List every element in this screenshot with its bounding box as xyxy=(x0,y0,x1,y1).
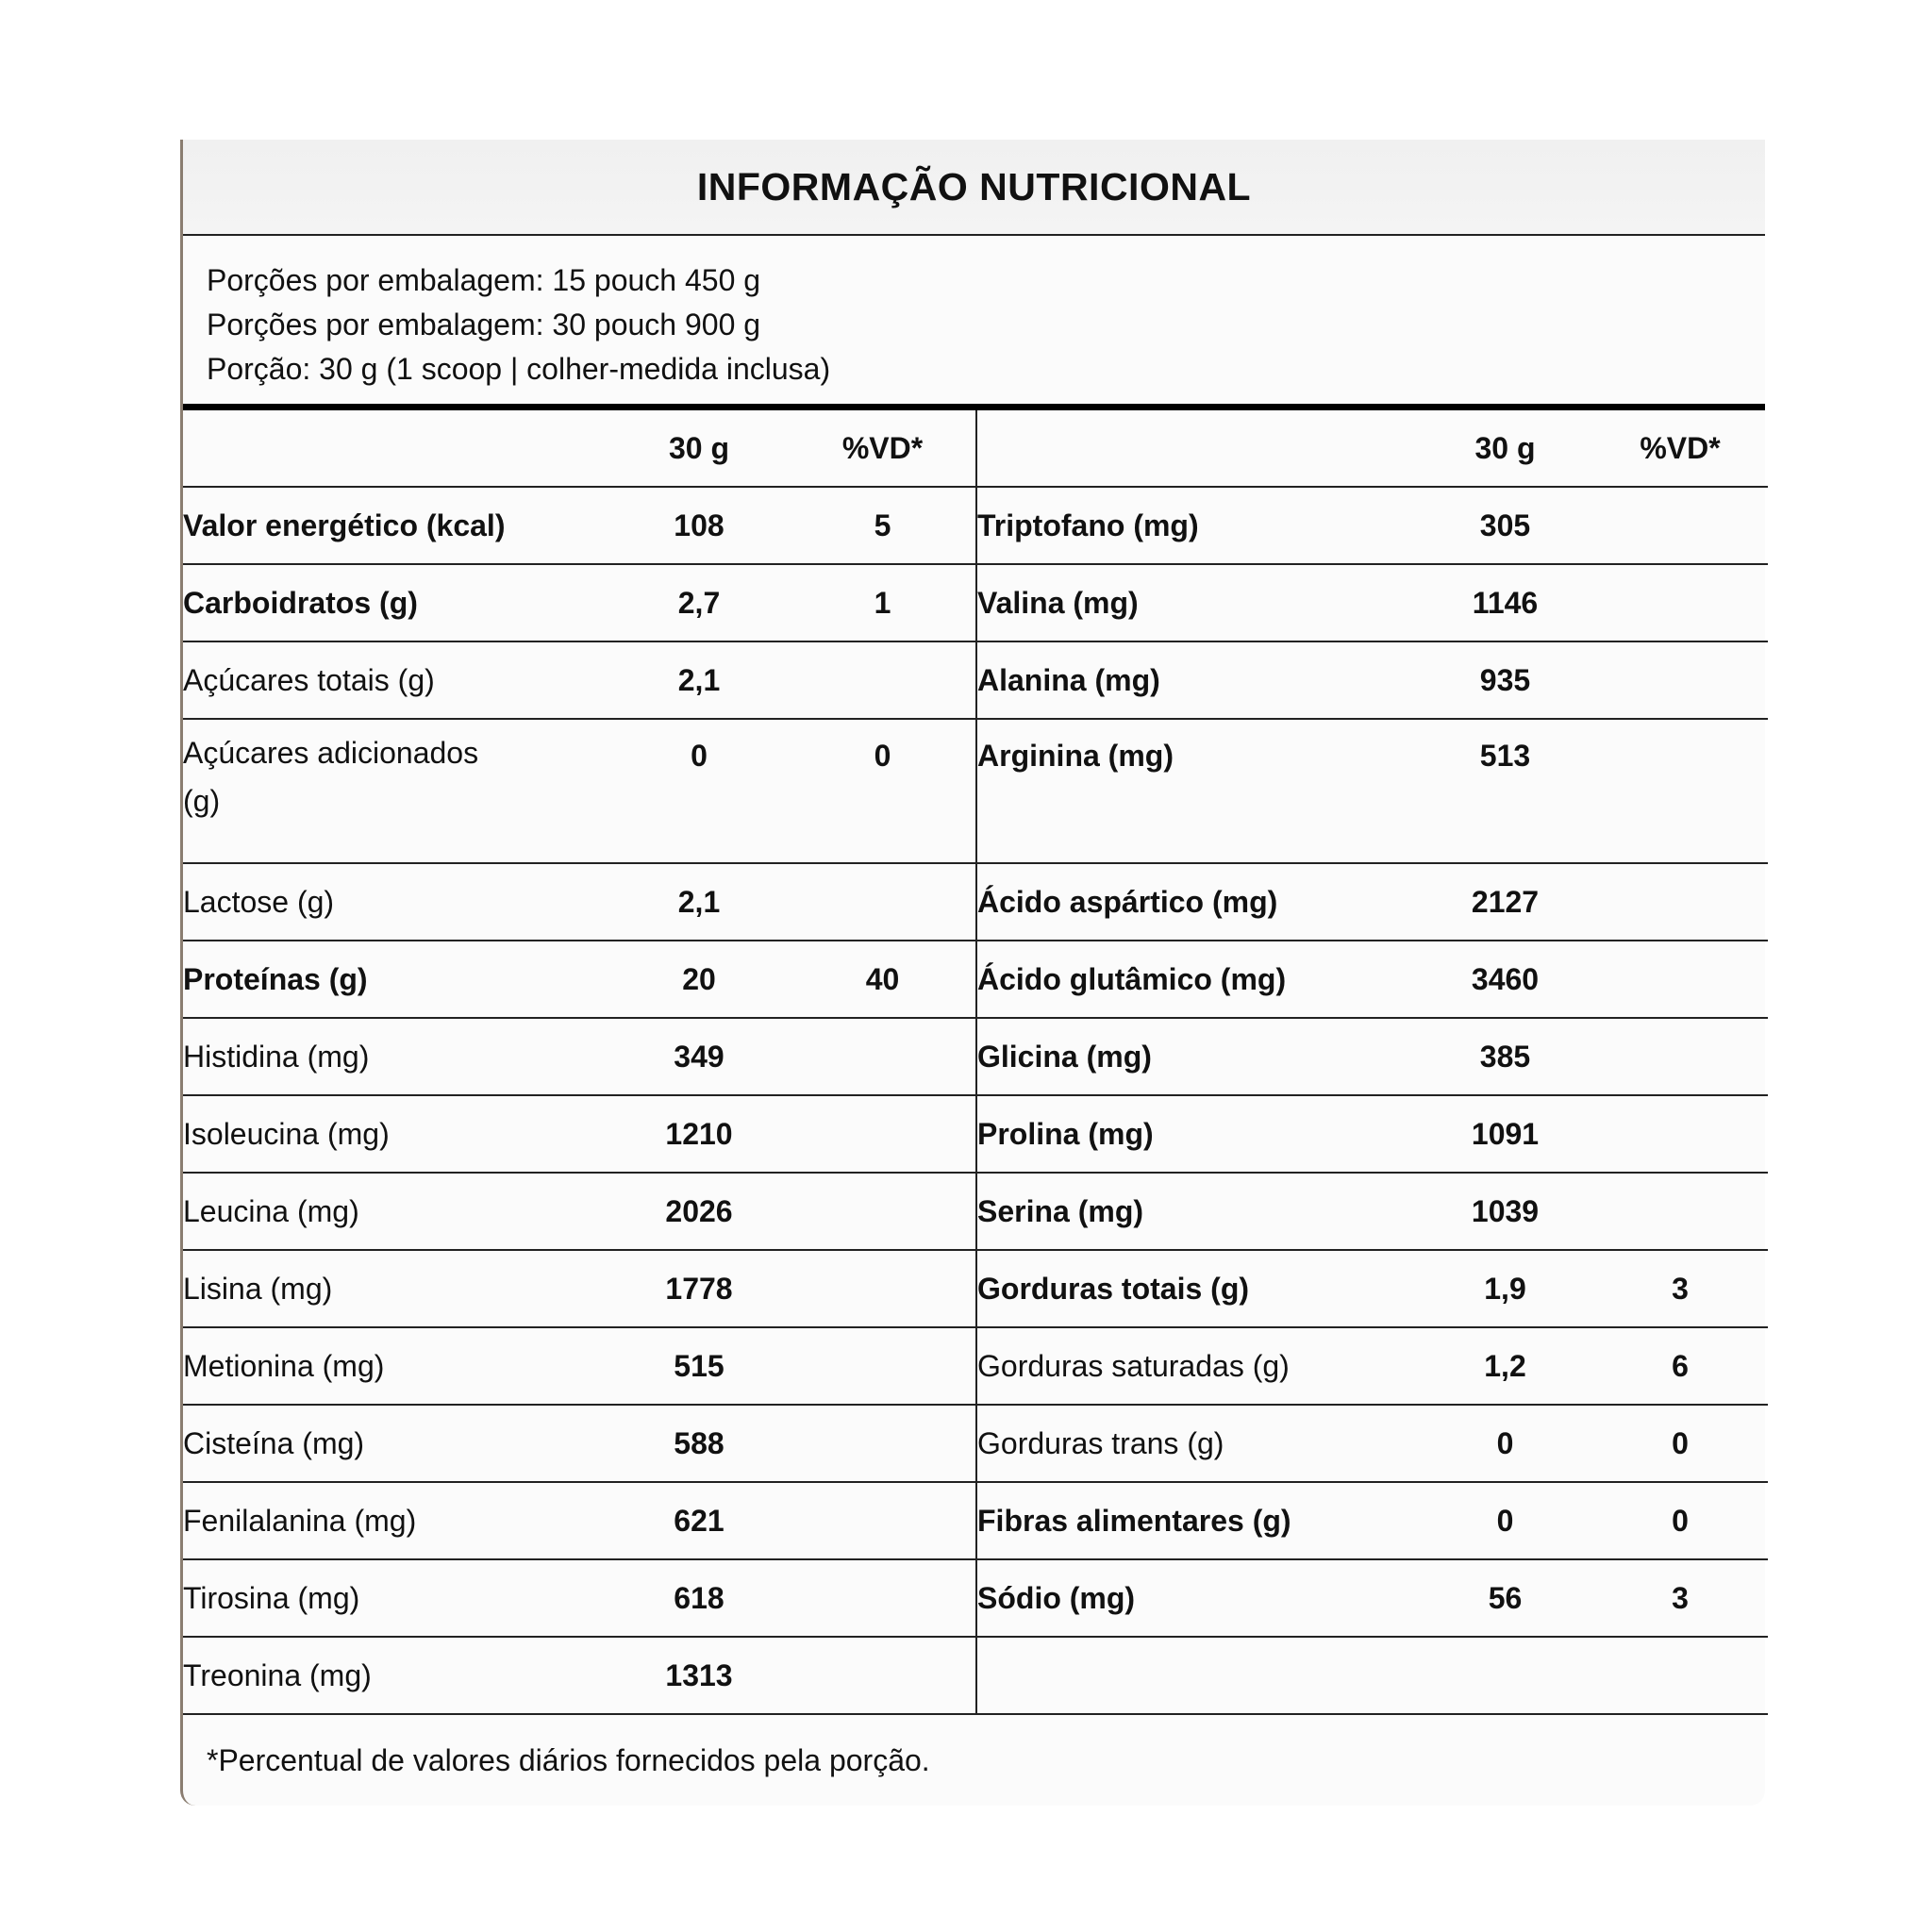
nutrient-vd xyxy=(790,1327,976,1405)
nutrient-amount: 2,7 xyxy=(608,564,790,641)
nutrient-name: Valina (mg) xyxy=(976,564,1418,641)
footnote: *Percentual de valores diários fornecidos pela porção. xyxy=(207,1743,930,1777)
table-row xyxy=(183,719,1768,863)
nutrient-amount: 1146 xyxy=(1418,564,1592,641)
nutrient-vd xyxy=(1592,641,1768,719)
nutrient-name: Isoleucina (mg) xyxy=(183,1095,608,1173)
nutrient-amount xyxy=(1418,1637,1592,1714)
nutrient-amount: 1039 xyxy=(1418,1173,1592,1250)
page-title: INFORMAÇÃO NUTRICIONAL xyxy=(696,164,1252,208)
nutrient-amount: 20 xyxy=(608,941,790,1018)
nutrient-name: Serina (mg) xyxy=(976,1173,1418,1250)
nutrient-amount: 0 xyxy=(1418,1405,1592,1482)
nutrient-amount: 621 xyxy=(608,1482,790,1559)
header-left-vd: %VD* xyxy=(790,410,976,487)
nutrient-vd: 0 xyxy=(790,719,976,863)
nutrient-vd xyxy=(790,1559,976,1637)
nutrient-amount: 385 xyxy=(1418,1018,1592,1095)
nutrient-name: Glicina (mg) xyxy=(976,1018,1418,1095)
nutrient-name: Ácido aspártico (mg) xyxy=(976,863,1418,941)
nutrient-vd xyxy=(790,1250,976,1327)
nutrient-vd: 1 xyxy=(790,564,976,641)
table-row xyxy=(183,1095,1768,1173)
nutrient-vd: 3 xyxy=(1592,1559,1768,1637)
nutrient-name: Gorduras totais (g) xyxy=(976,1250,1418,1327)
nutrient-amount: 1,2 xyxy=(1418,1327,1592,1405)
table-header-row xyxy=(183,410,1768,487)
header-blank-left xyxy=(183,410,608,487)
nutrient-amount: 0 xyxy=(608,719,790,863)
nutrient-vd: 0 xyxy=(1592,1482,1768,1559)
nutrient-amount: 3460 xyxy=(1418,941,1592,1018)
header-right-vd: %VD* xyxy=(1592,410,1768,487)
nutrient-amount: 56 xyxy=(1418,1559,1592,1637)
nutrient-vd xyxy=(1592,487,1768,564)
nutrient-name: Arginina (mg) xyxy=(976,719,1418,863)
nutrient-name: Treonina (mg) xyxy=(183,1637,608,1714)
nutrient-vd xyxy=(1592,719,1768,863)
nutrient-name: Carboidratos (g) xyxy=(183,564,608,641)
table-row xyxy=(183,1327,1768,1405)
serving-size: Porção: 30 g (1 scoop | colher-medida inclusa) xyxy=(207,352,831,386)
nutrient-amount: 2,1 xyxy=(608,641,790,719)
nutrient-vd xyxy=(1592,941,1768,1018)
nutrient-name: Alanina (mg) xyxy=(976,641,1418,719)
nutrient-amount: 305 xyxy=(1418,487,1592,564)
nutrient-vd xyxy=(790,863,976,941)
table-row xyxy=(183,641,1768,719)
table-row xyxy=(183,564,1768,641)
table-row xyxy=(183,1173,1768,1250)
nutrient-name: Metionina (mg) xyxy=(183,1327,608,1405)
nutrient-vd: 6 xyxy=(1592,1327,1768,1405)
nutrient-amount: 515 xyxy=(608,1327,790,1405)
nutrient-amount: 0 xyxy=(1418,1482,1592,1559)
nutrient-vd: 40 xyxy=(790,941,976,1018)
nutrient-vd xyxy=(790,1482,976,1559)
nutrient-vd xyxy=(790,1018,976,1095)
servings-per-package-450: Porções por embalagem: 15 pouch 450 g xyxy=(207,263,761,297)
nutrient-name: Lisina (mg) xyxy=(183,1250,608,1327)
nutrient-vd xyxy=(790,1637,976,1714)
nutrient-name xyxy=(183,719,608,863)
serving-info xyxy=(183,236,1765,404)
nutrient-amount: 588 xyxy=(608,1405,790,1482)
nutrient-vd xyxy=(790,1405,976,1482)
table-row xyxy=(183,1018,1768,1095)
nutrient-amount: 1778 xyxy=(608,1250,790,1327)
nutrient-name: Gorduras saturadas (g) xyxy=(976,1327,1418,1405)
nutrient-amount: 2026 xyxy=(608,1173,790,1250)
nutrient-name: Açúcares totais (g) xyxy=(183,641,608,719)
nutrient-vd xyxy=(1592,863,1768,941)
nutrient-vd xyxy=(1592,1637,1768,1714)
nutrient-name xyxy=(976,1637,1418,1714)
table-row xyxy=(183,941,1768,1018)
nutrient-amount: 1313 xyxy=(608,1637,790,1714)
nutrient-vd xyxy=(790,1095,976,1173)
nutrient-amount: 2,1 xyxy=(608,863,790,941)
nutrient-vd: 3 xyxy=(1592,1250,1768,1327)
header-blank-right xyxy=(976,410,1418,487)
nutrient-name-line1: Açúcares adicionados xyxy=(183,736,479,770)
nutrient-name: Lactose (g) xyxy=(183,863,608,941)
nutrient-name: Gorduras trans (g) xyxy=(976,1405,1418,1482)
thick-divider xyxy=(183,404,1765,410)
nutrient-vd xyxy=(790,641,976,719)
table-row xyxy=(183,1482,1768,1559)
table-row xyxy=(183,1250,1768,1327)
nutrient-name: Proteínas (g) xyxy=(183,941,608,1018)
nutrient-amount: 349 xyxy=(608,1018,790,1095)
table-row xyxy=(183,1559,1768,1637)
nutrient-name: Tirosina (mg) xyxy=(183,1559,608,1637)
nutrient-name: Histidina (mg) xyxy=(183,1018,608,1095)
nutrient-amount: 2127 xyxy=(1418,863,1592,941)
nutrient-name: Valor energético (kcal) xyxy=(183,487,608,564)
nutrient-amount: 108 xyxy=(608,487,790,564)
nutrient-vd: 0 xyxy=(1592,1405,1768,1482)
nutrient-vd xyxy=(1592,564,1768,641)
nutrient-name: Prolina (mg) xyxy=(976,1095,1418,1173)
nutrient-vd xyxy=(1592,1018,1768,1095)
nutrient-vd: 5 xyxy=(790,487,976,564)
nutrient-amount: 513 xyxy=(1418,719,1592,863)
table-row xyxy=(183,1405,1768,1482)
title-band xyxy=(183,140,1765,236)
header-right-amount: 30 g xyxy=(1418,410,1592,487)
nutrition-facts-panel xyxy=(180,140,1765,1806)
nutrient-vd xyxy=(1592,1173,1768,1250)
table-row xyxy=(183,1637,1768,1714)
servings-per-package-900: Porções por embalagem: 30 pouch 900 g xyxy=(207,308,761,341)
nutrient-vd xyxy=(1592,1095,1768,1173)
table-row xyxy=(183,863,1768,941)
nutrient-amount: 1,9 xyxy=(1418,1250,1592,1327)
nutrient-name: Ácido glutâmico (mg) xyxy=(976,941,1418,1018)
nutrient-amount: 1091 xyxy=(1418,1095,1592,1173)
nutrient-name: Leucina (mg) xyxy=(183,1173,608,1250)
nutrition-table xyxy=(183,410,1768,1715)
nutrient-vd xyxy=(790,1173,976,1250)
nutrient-name: Cisteína (mg) xyxy=(183,1405,608,1482)
nutrient-name: Fibras alimentares (g) xyxy=(976,1482,1418,1559)
nutrient-amount: 1210 xyxy=(608,1095,790,1173)
nutrient-name: Fenilalanina (mg) xyxy=(183,1482,608,1559)
nutrient-name-line2: (g) xyxy=(183,784,221,818)
nutrient-name: Triptofano (mg) xyxy=(976,487,1418,564)
nutrient-amount: 935 xyxy=(1418,641,1592,719)
header-left-amount: 30 g xyxy=(608,410,790,487)
nutrient-name: Sódio (mg) xyxy=(976,1559,1418,1637)
nutrient-amount: 618 xyxy=(608,1559,790,1637)
table-row xyxy=(183,487,1768,564)
